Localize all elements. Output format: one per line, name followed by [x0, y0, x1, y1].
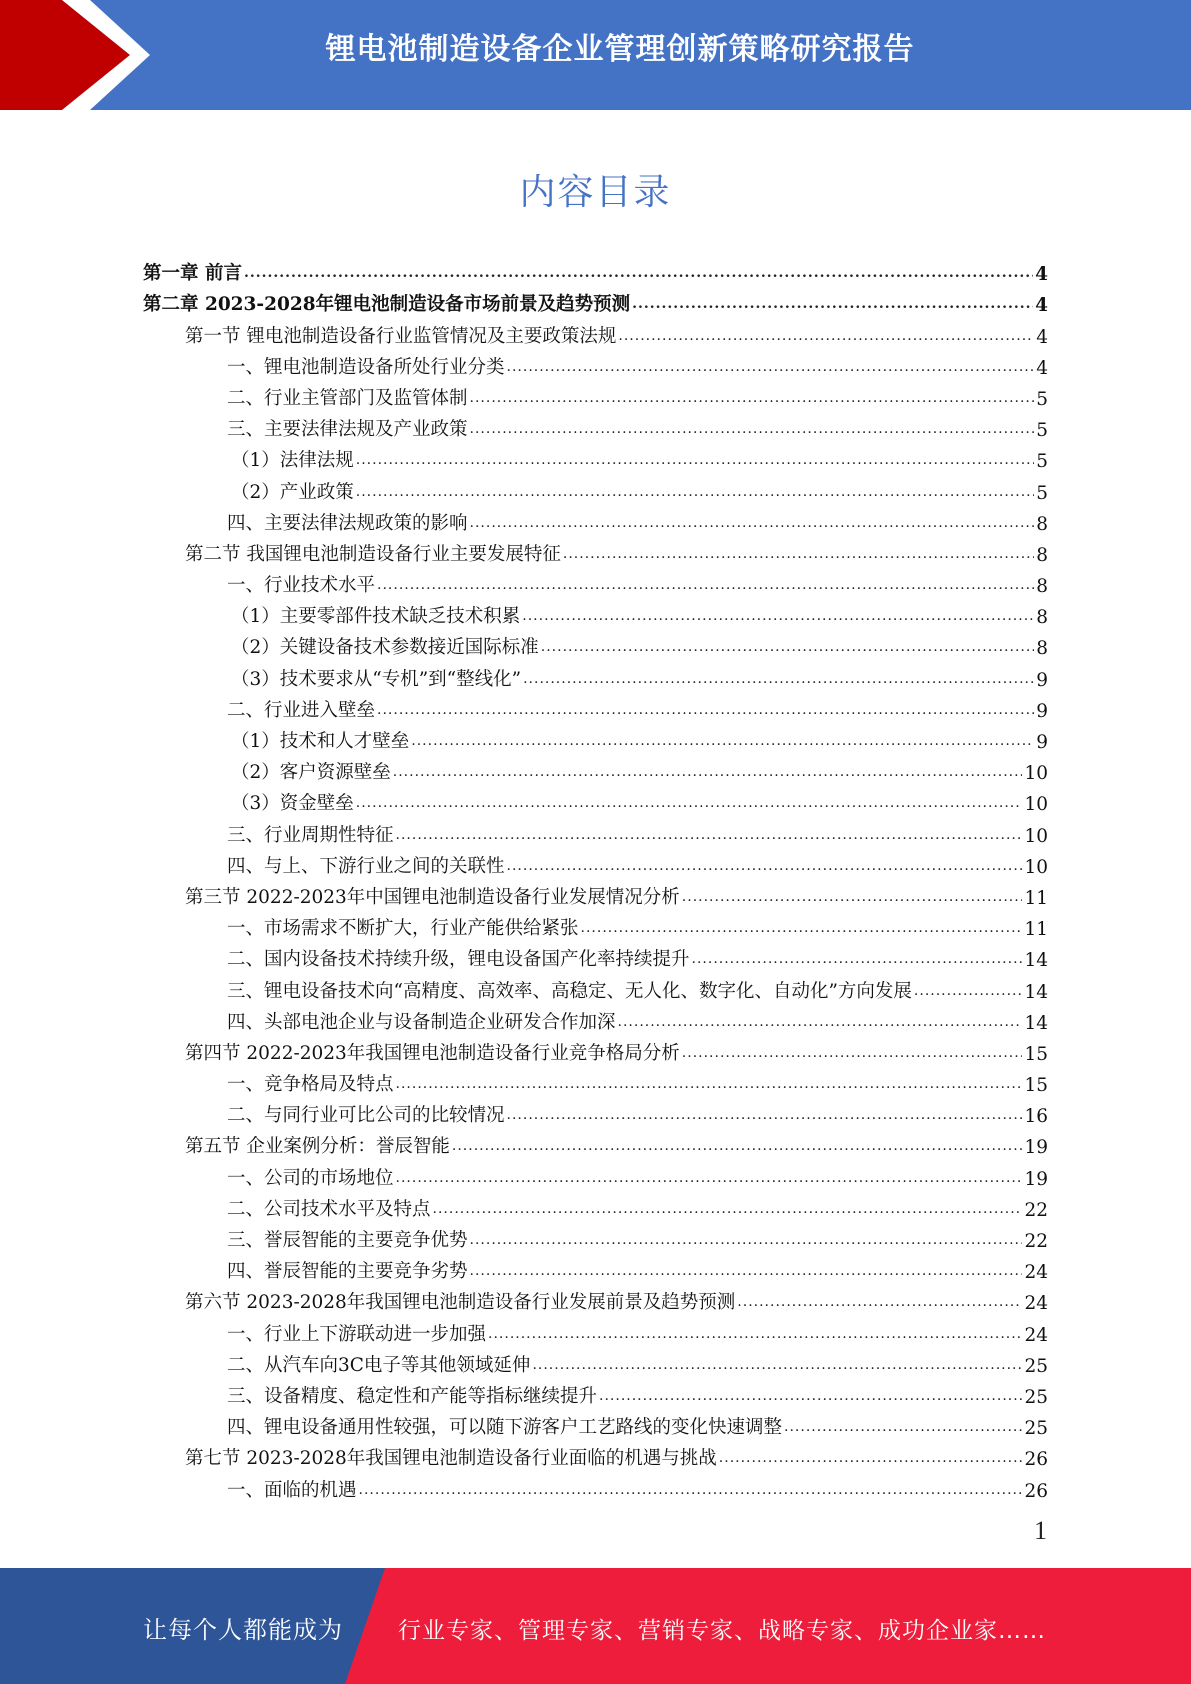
toc-entry-title: 二、公司技术水平及特点	[227, 1198, 431, 1220]
toc-entry-title: （1）主要零部件技术缺乏技术积累	[231, 606, 521, 628]
toc-entry-title: （3）技术要求从“专机”到“整线化”	[231, 668, 522, 690]
toc-entry[interactable]	[143, 254, 1048, 285]
toc-entry-page: 10	[1024, 763, 1048, 785]
toc-entry-page: 10	[1024, 856, 1048, 878]
toc-entry-page: 14	[1024, 1012, 1048, 1034]
toc-entry[interactable]	[143, 659, 1048, 690]
toc-entry-page: 24	[1024, 1262, 1048, 1284]
toc-entry[interactable]	[143, 1439, 1048, 1470]
toc-entry-page: 8	[1036, 638, 1048, 660]
toc-entry-title: （3）资金壁垒	[231, 793, 354, 815]
toc-entry-page: 11	[1024, 887, 1048, 909]
toc-entry[interactable]	[143, 1252, 1048, 1283]
toc-entry-title: 一、锂电池制造设备所处行业分类	[227, 356, 505, 378]
toc-entry[interactable]	[143, 535, 1048, 566]
toc-entry-title: （2）客户资源壁垒	[231, 762, 391, 784]
toc-entry[interactable]	[143, 472, 1048, 503]
toc-entry-page: 16	[1024, 1106, 1048, 1128]
toc-entry-title: 三、主要法律法规及产业政策	[227, 419, 468, 441]
toc-entry[interactable]	[143, 940, 1048, 971]
toc-entry-title: 四、与上、下游行业之间的关联性	[227, 855, 505, 877]
toc-entry[interactable]	[143, 847, 1048, 878]
toc-entry[interactable]	[143, 410, 1048, 441]
toc-entry-title: 二、国内设备技术持续升级，锂电设备国产化率持续提升	[227, 949, 690, 971]
toc-entry[interactable]	[143, 628, 1048, 659]
toc-entry[interactable]	[143, 379, 1048, 410]
toc-entry[interactable]	[143, 1158, 1048, 1189]
page-number: 1	[1034, 1516, 1047, 1545]
toc-leader-dots	[581, 919, 1023, 940]
toc-entry-page: 14	[1024, 981, 1048, 1003]
toc-leader-dots	[411, 732, 1034, 753]
toc-entry[interactable]	[143, 1314, 1048, 1345]
toc-entry-title: 二、行业进入壁垒	[227, 699, 376, 721]
toc-entry[interactable]	[143, 316, 1048, 347]
toc-entry-page: 25	[1024, 1386, 1048, 1408]
toc-leader-dots	[377, 701, 1034, 722]
toc-leader-dots	[507, 358, 1035, 379]
toc-entry-page: 15	[1024, 1075, 1048, 1097]
toc-entry-page: 8	[1036, 607, 1048, 629]
toc-entry[interactable]	[143, 753, 1048, 784]
toc-entry[interactable]	[143, 504, 1048, 535]
toc-entry[interactable]	[143, 878, 1048, 909]
toc-entry-title: 一、面临的机遇	[227, 1479, 357, 1501]
toc-entry[interactable]	[143, 1127, 1048, 1158]
toc-leader-dots	[470, 1262, 1023, 1283]
header-banner	[0, 0, 1191, 110]
toc-entry-title: 第五节 企业案例分析：誉辰智能	[185, 1136, 450, 1158]
toc-entry-title: 二、从汽车向3C电子等其他领域延伸	[227, 1354, 531, 1376]
toc-entry-title: 四、头部电池企业与设备制造企业研发合作加深	[227, 1011, 616, 1033]
toc-leader-dots	[719, 1449, 1023, 1470]
toc-entry-page: 4	[1035, 264, 1048, 286]
toc-leader-dots	[470, 514, 1035, 535]
toc-entry-page: 9	[1036, 700, 1048, 722]
toc-leader-dots	[532, 1356, 1022, 1377]
footer-banner	[0, 1568, 1191, 1684]
toc-leader-dots	[396, 1075, 1023, 1096]
toc-entry-page: 10	[1024, 825, 1048, 847]
toc-entry-title: 四、誉辰智能的主要竞争劣势	[227, 1261, 468, 1283]
toc-entry-title: 一、市场需求不断扩大，行业产能供给紧张	[227, 918, 579, 940]
toc-leader-dots	[356, 451, 1034, 472]
toc-leader-dots	[522, 607, 1034, 628]
toc-leader-dots	[507, 857, 1023, 878]
toc-entry[interactable]	[143, 1346, 1048, 1377]
toc-entry-page: 24	[1024, 1324, 1048, 1346]
toc-leader-dots	[914, 982, 1023, 1003]
toc-entry-title: 第三节 2022-2023年中国锂电池制造设备行业发展情况分析	[185, 886, 680, 908]
toc-leader-dots	[452, 1137, 1023, 1158]
toc-leader-dots	[784, 1418, 1022, 1439]
toc-entry-page: 10	[1024, 794, 1048, 816]
toc-leader-dots	[599, 1387, 1022, 1408]
toc-entry-title: 第四节 2022-2023年我国锂电池制造设备行业竞争格局分析	[185, 1042, 680, 1064]
toc-entry-title: 第六节 2023-2028年我国锂电池制造设备行业发展前景及趋势预测	[185, 1292, 736, 1314]
toc-entry-title: （2）产业政策	[231, 481, 354, 503]
toc-entry-page: 5	[1036, 420, 1048, 442]
toc-leader-dots	[488, 1325, 1022, 1346]
toc-entry-title: 二、与同行业可比公司的比较情况	[227, 1105, 505, 1127]
toc-entry[interactable]	[143, 348, 1048, 379]
toc-leader-dots	[737, 1293, 1022, 1314]
toc-entry-page: 4	[1036, 357, 1048, 379]
toc-entry[interactable]	[143, 1283, 1048, 1314]
toc-entry-page: 25	[1024, 1355, 1048, 1377]
toc-leader-dots	[396, 826, 1023, 847]
toc-entry-page: 9	[1036, 669, 1048, 691]
toc-leader-dots	[692, 950, 1023, 971]
toc-entry-title: 三、行业周期性特征	[227, 824, 394, 846]
toc-entry[interactable]	[143, 1034, 1048, 1065]
toc-entry-page: 24	[1024, 1293, 1048, 1315]
toc-leader-dots	[244, 264, 1033, 285]
toc-entry-title: 第一节 锂电池制造设备行业监管情况及主要政策法规	[185, 325, 617, 347]
toc-entry-title: 第二章 2023-2028年锂电池制造设备市场前景及趋势预测	[143, 294, 631, 316]
toc-entry[interactable]	[143, 1065, 1048, 1096]
toc-entry-title: 二、行业主管部门及监管体制	[227, 387, 468, 409]
toc-entry[interactable]	[143, 971, 1048, 1002]
toc-entry-page: 5	[1036, 451, 1048, 473]
toc-entry[interactable]	[143, 1470, 1048, 1501]
toc-leader-dots	[541, 638, 1034, 659]
toc-entry[interactable]	[143, 441, 1048, 472]
toc-entry[interactable]	[143, 691, 1048, 722]
report-title: 锂电池制造设备企业管理创新策略研究报告	[325, 32, 915, 67]
toc-entry[interactable]	[143, 722, 1048, 753]
toc-leader-dots	[393, 763, 1023, 784]
toc-entry-page: 8	[1036, 576, 1048, 598]
toc-entry-title: 四、主要法律法规政策的影响	[227, 512, 468, 534]
toc-entry-title: 第一章 前言	[143, 263, 242, 285]
toc-entry-title: 第二节 我国锂电池制造设备行业主要发展特征	[185, 543, 561, 565]
toc-entry-page: 25	[1024, 1418, 1048, 1440]
toc-entry[interactable]	[143, 909, 1048, 940]
toc-entry[interactable]	[143, 1190, 1048, 1221]
toc-leader-dots	[356, 794, 1023, 815]
table-of-contents	[143, 254, 1048, 1502]
toc-entry-title: 三、锂电设备技术向“高精度、高效率、高稳定、无人化、数字化、自动化”方向发展	[227, 980, 912, 1002]
footer-tagline: 行业专家、管理专家、营销专家、战略专家、成功企业家……	[398, 1618, 1046, 1644]
toc-entry-page: 22	[1024, 1231, 1048, 1252]
toc-leader-dots	[470, 1231, 1023, 1252]
toc-entry-page: 9	[1036, 732, 1048, 753]
toc-entry-page: 19	[1024, 1137, 1048, 1159]
toc-leader-dots	[682, 1044, 1023, 1065]
toc-entry[interactable]	[143, 597, 1048, 628]
toc-entry-title: （1）技术和人才壁垒	[231, 731, 410, 752]
toc-entry-page: 19	[1024, 1168, 1048, 1190]
toc-entry-page: 22	[1024, 1199, 1048, 1221]
toc-entry[interactable]	[143, 1408, 1048, 1439]
toc-entry-page: 26	[1024, 1480, 1048, 1502]
toc-entry[interactable]	[143, 1003, 1048, 1034]
toc-entry[interactable]	[143, 566, 1048, 597]
toc-entry-page: 8	[1036, 513, 1048, 535]
toc-entry[interactable]	[143, 815, 1048, 846]
toc-leader-dots	[396, 1169, 1023, 1190]
toc-leader-dots	[356, 483, 1034, 504]
toc-leader-dots	[433, 1200, 1023, 1221]
toc-entry[interactable]	[143, 1221, 1048, 1252]
toc-leader-dots	[563, 545, 1034, 566]
toc-entry-title: 第七节 2023-2028年我国锂电池制造设备行业面临的机遇与挑战	[185, 1448, 717, 1470]
toc-entry-page: 5	[1036, 482, 1048, 504]
toc-entry-title: 一、行业上下游联动进一步加强	[227, 1323, 487, 1345]
toc-leader-dots	[618, 327, 1034, 348]
toc-entry-page: 4	[1036, 326, 1048, 348]
toc-entry-title: 三、誉辰智能的主要竞争优势	[227, 1230, 468, 1251]
toc-entry-page: 15	[1024, 1043, 1048, 1065]
toc-entry-page: 11	[1024, 919, 1048, 941]
toc-leader-dots	[470, 420, 1035, 441]
toc-entry-page: 8	[1036, 544, 1048, 566]
toc-leader-dots	[682, 888, 1023, 909]
toc-entry-page: 26	[1024, 1449, 1048, 1471]
toc-leader-dots	[359, 1481, 1023, 1502]
toc-leader-dots	[618, 1013, 1023, 1034]
toc-entry-title: 四、锂电设备通用性较强，可以随下游客户工艺路线的变化快速调整	[227, 1417, 783, 1439]
toc-entry[interactable]	[143, 1377, 1048, 1408]
toc-entry-title: 一、行业技术水平	[227, 575, 376, 597]
toc-entry-title: （2）关键设备技术参数接近国际标准	[231, 637, 539, 659]
toc-entry-title: 一、竞争格局及特点	[227, 1074, 394, 1096]
toc-entry[interactable]	[143, 784, 1048, 815]
toc-entry[interactable]	[143, 1096, 1048, 1127]
toc-entry[interactable]	[143, 285, 1048, 316]
toc-entry-title: 三、设备精度、稳定性和产能等指标继续提升	[227, 1385, 598, 1407]
toc-leader-dots	[523, 670, 1034, 691]
toc-leader-dots	[377, 576, 1034, 597]
toc-leader-dots	[470, 389, 1035, 410]
toc-entry-page: 14	[1024, 950, 1048, 972]
toc-entry-page: 4	[1035, 295, 1048, 317]
toc-entry-title: 一、公司的市场地位	[227, 1167, 394, 1189]
toc-leader-dots	[632, 295, 1033, 316]
toc-heading: 内容目录	[519, 172, 672, 213]
toc-leader-dots	[507, 1106, 1023, 1127]
toc-entry-page: 5	[1036, 388, 1048, 410]
toc-entry-title: （1）法律法规	[231, 450, 354, 472]
footer-slogan: 让每个人都能成为	[143, 1616, 343, 1644]
